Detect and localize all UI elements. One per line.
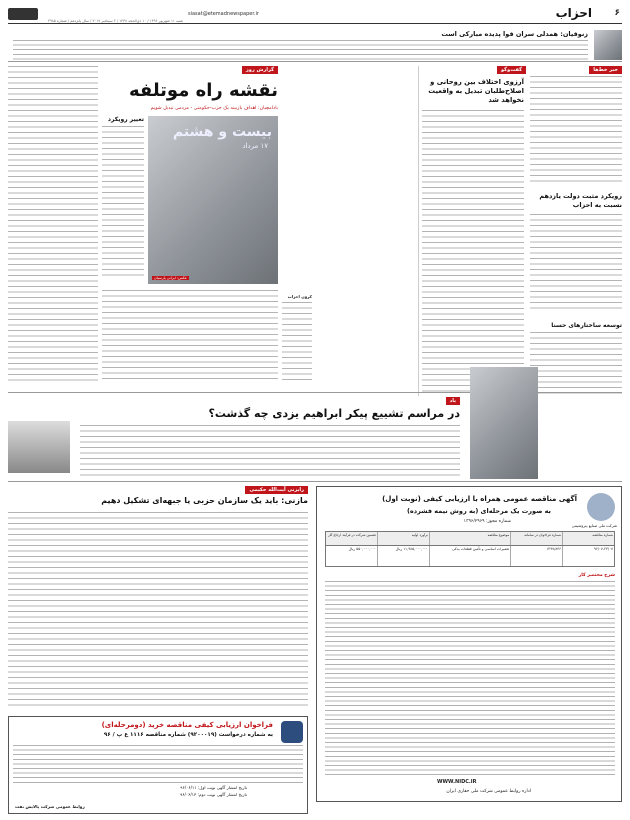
refinery-body xyxy=(13,745,303,783)
interview-tag: گفت‌وگو xyxy=(497,66,526,74)
page-number: ۶ xyxy=(614,8,620,18)
tender-subtitle: به صورت یک مرحله‌ای (به روش نیمه فشرده) xyxy=(406,507,551,515)
interview-headline: آرزوی اختلاف بین روحانی و اصلاح‌طلبان تبدیل به واقعیت نخواهد شد xyxy=(428,78,524,104)
news-lines-text xyxy=(530,76,622,186)
tender-col: برآورد اولیه xyxy=(377,532,429,545)
refinery-ad xyxy=(8,716,308,814)
page-header xyxy=(8,6,622,24)
tender-body xyxy=(325,581,615,777)
sidebar-text xyxy=(102,126,144,276)
story1-title: رویکرد مثبت دولت یازدهم نسبت به احزاب xyxy=(539,192,622,209)
refinery-date1: تاریخ انتشار آگهی نوبت اول: ۹۶/۰۶/۱۱ xyxy=(180,785,247,790)
news-lines-column xyxy=(530,66,622,396)
mazni-tag: رایزنی آیت‌الله حکیمی xyxy=(245,486,308,494)
photo-banner-text: بیست و هشتم xyxy=(172,124,272,140)
tender-org: شرکت ملی صنایع پتروشیمی xyxy=(571,523,617,528)
refinery-logo xyxy=(281,721,303,743)
tender-section-title: شرح مختصر کار xyxy=(578,573,615,578)
tender-cell: ۹۶/۰۷-۲۳/۰۷ xyxy=(562,546,614,566)
tender-footer: اداره روابط عمومی شرکت ملی حفاری ایران xyxy=(446,789,531,794)
editorial-box xyxy=(282,294,312,384)
tender-cell: ۱۴۹۷/۸۳۶ xyxy=(510,546,562,566)
header-date: شنبه ۱۱ شهریور ۱۳۹۶ / ۱۰ ذی‌الحجه ۱۴۳۸ / ۲ سپتامبر ۲۰۱۷ / سال پانزدهم / شماره ۳۹۸۵ xyxy=(48,19,184,23)
tender-title: آگهی مناقصه عمومی همراه با ارزیابی کیفی (نوبت اول) xyxy=(382,495,577,503)
interview-text xyxy=(422,110,524,392)
refinery-subtitle: به شماره درخواست (۹۲۰۰۰۱۹) شماره مناقصه ۱۱۱۶ ع پ / ۹۶ xyxy=(103,732,273,738)
story1-text xyxy=(530,214,622,312)
feature-headline: نقشه راه موتلفه xyxy=(128,80,278,101)
refinery-title: فراخوان ارزیابی کیفی مناقصه خرید (دومرحله‌ای) xyxy=(101,721,273,729)
newspaper-logo xyxy=(8,8,38,20)
funeral-section xyxy=(8,392,622,482)
section-title: احزاب xyxy=(555,6,592,20)
tender-website[interactable]: WWW.NIDC.IR xyxy=(437,779,477,785)
tender-col: شماره مناقصه xyxy=(562,532,614,545)
story2-title: توسعه ساختارهای حسنا xyxy=(551,322,622,329)
feature-tag: گزارش روز xyxy=(242,66,278,74)
tender-cell: ۱۱,۹۸۵,۰۰۰,۰۰۰ ریال xyxy=(377,546,429,566)
feature-section xyxy=(8,66,408,386)
photo-date-text: ۱۷ مرداد xyxy=(242,142,268,150)
tender-table-header xyxy=(326,532,614,546)
feature-sidebar xyxy=(102,116,144,276)
feature-body-text xyxy=(102,290,278,380)
sidebar-title: تغییر رویکرد xyxy=(107,116,144,123)
top-story-text xyxy=(13,40,588,60)
mazni-headline: مازنی: باید یک سازمان حزبی یا جبهه‌ای تشکیل دهیم xyxy=(101,496,308,505)
funeral-portrait xyxy=(470,367,538,479)
editorial-tag: کرون احزاب xyxy=(287,294,312,299)
top-story-headline: زنوقیان: همدلی سران قوا پدیده مبارکی است xyxy=(441,30,588,38)
interview-section xyxy=(418,66,526,396)
feature-photo xyxy=(148,116,278,284)
top-story-photo xyxy=(594,30,622,60)
tender-col: تضمین شرکت در فرآیند ارجاع کار xyxy=(328,533,376,537)
funeral-headline: در مراسم تشییع پیکر ابراهیم یزدی چه گذشت؟ xyxy=(208,407,460,420)
top-story xyxy=(8,30,622,62)
refinery-footer: روابط عمومی شرکت پالایش نفت xyxy=(15,804,85,809)
feature-subhead: بادامچیان: اهداف بازبینه یک حزب-حکومتی - مردمی تبدیل شویم xyxy=(150,106,278,111)
refinery-date2: تاریخ انتشار آگهی نوبت دوم: ۹۶/۰۶/۱۳ xyxy=(179,792,247,797)
tender-table xyxy=(325,531,615,567)
funeral-tag: یاد xyxy=(446,397,460,405)
tender-license: شماره مجوز: ۱۳۹۶/۲۹۶۹ xyxy=(463,519,511,524)
tender-col: موضوع مناقصه xyxy=(429,532,510,545)
tender-logo xyxy=(587,493,615,521)
funeral-text xyxy=(80,425,460,477)
section-badge xyxy=(536,6,622,22)
editorial-text xyxy=(282,302,312,384)
tender-col: شماره فراخوان در سامانه xyxy=(510,532,562,545)
tender-table-row xyxy=(326,546,614,566)
mazni-section xyxy=(8,486,308,712)
tender-cell: تعمیرات اساسی و تأمین قطعات یدکی xyxy=(429,546,510,566)
header-email[interactable]: siasat@etemadnewspaper.ir xyxy=(188,11,259,17)
tender-ad xyxy=(316,486,622,802)
photo-credit: عکس: ایرانی پارسیان xyxy=(154,276,187,280)
funeral-photo xyxy=(8,421,70,473)
mazni-text xyxy=(8,512,308,708)
tender-cell: ۵۵۰,۰۰۰,۰۰۰ ریال xyxy=(348,547,376,551)
feature-left-text xyxy=(8,66,98,384)
story2-text xyxy=(530,332,622,396)
news-lines-tag: خبر خط‌ها xyxy=(589,66,622,74)
